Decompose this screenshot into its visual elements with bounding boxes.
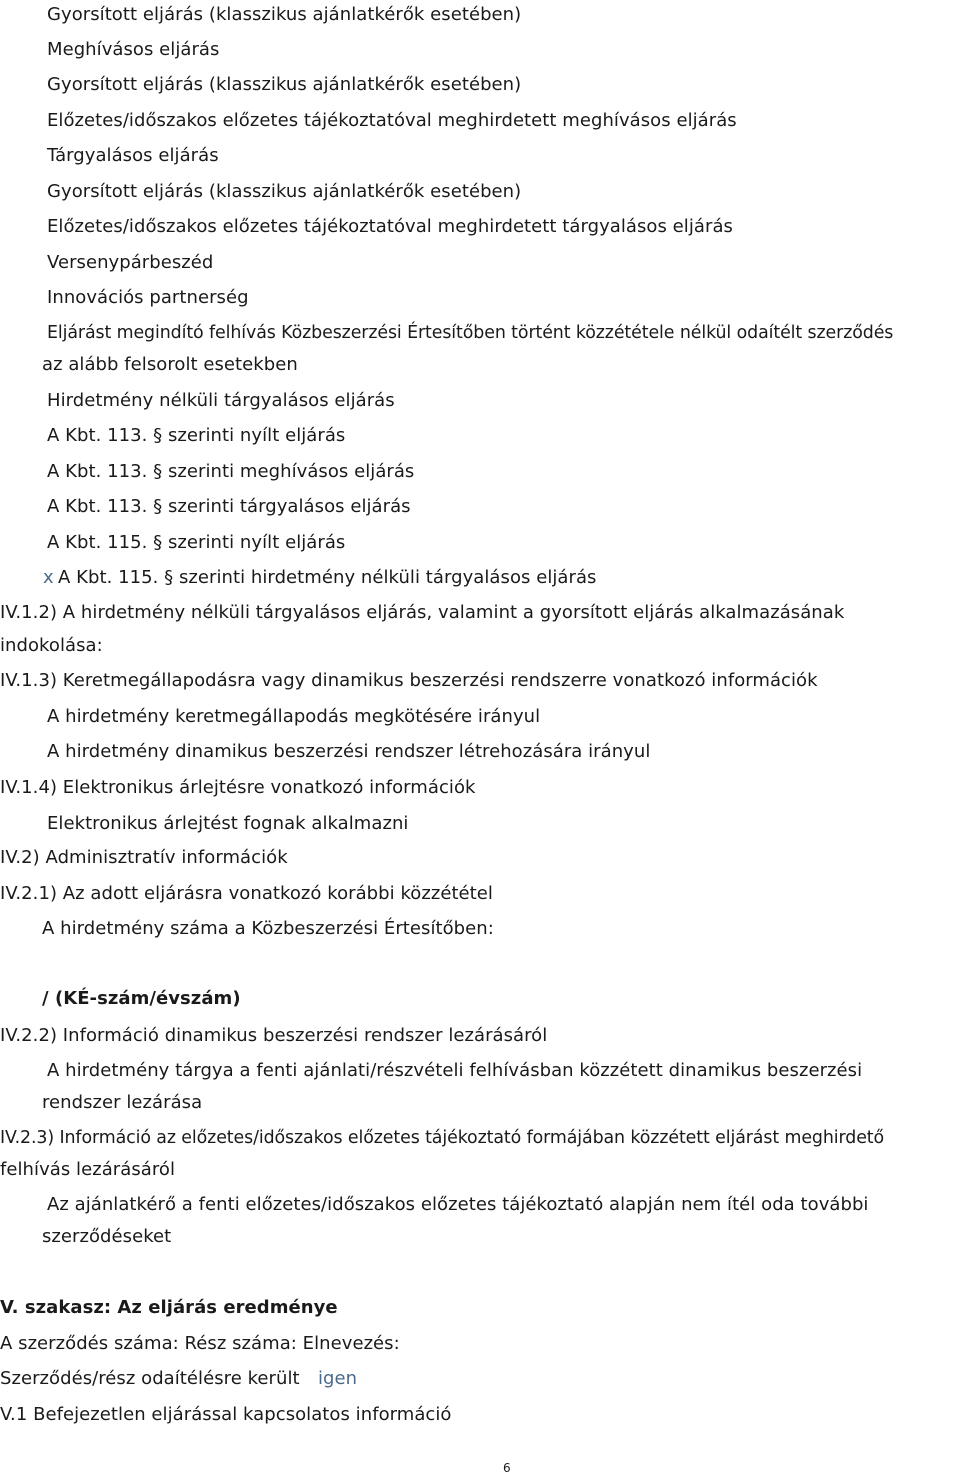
answer-value: igen	[318, 1368, 358, 1389]
section-heading: IV.1.3) Keretmegállapodásra vagy dinamikus beszerzési rendszerre vonatkozó információk	[0, 670, 818, 691]
section-heading: V.1 Befejezetlen eljárással kapcsolatos információ	[0, 1404, 452, 1425]
text-line: az alább felsorolt esetekben	[42, 354, 298, 375]
text-line: Versenypárbeszéd	[47, 252, 214, 273]
page-number: 6	[503, 1461, 511, 1475]
text-line: szerződéseket	[42, 1226, 172, 1247]
text-line: Tárgyalásos eljárás	[47, 145, 219, 166]
text-line: A Kbt. 113. § szerinti tárgyalásos eljárás	[47, 496, 411, 517]
checkbox-mark: x	[43, 567, 54, 588]
section-heading: IV.2.3) Információ az előzetes/időszakos előzetes tájékoztató formájában közzétett eljárást meghirdető	[0, 1128, 885, 1148]
text-line: Az ajánlatkérő a fenti előzetes/időszakos előzetes tájékoztató alapján nem ítél oda további	[47, 1194, 869, 1215]
text-line: Meghívásos eljárás	[47, 39, 220, 60]
text-line: A hirdetmény száma a Közbeszerzési Értesítőben:	[42, 918, 494, 939]
text-line: Előzetes/időszakos előzetes tájékoztatóval meghirdetett tárgyalásos eljárás	[47, 216, 733, 237]
text-line: Gyorsított eljárás (klasszikus ajánlatkérők esetében)	[47, 4, 522, 25]
text-line: A szerződés száma: Rész száma: Elnevezés:	[0, 1333, 400, 1354]
text-line: A hirdetmény tárgya a fenti ajánlati/részvételi felhívásban közzétett dinamikus beszerzési	[47, 1060, 863, 1081]
text-line: Gyorsított eljárás (klasszikus ajánlatkérők esetében)	[47, 181, 522, 202]
text-line: A Kbt. 115. § szerinti nyílt eljárás	[47, 532, 346, 553]
text-line: Eljárást megindító felhívás Közbeszerzési Értesítőben történt közzététele nélkül odaítélt szerződés	[47, 323, 894, 343]
text-line: felhívás lezárásáról	[0, 1159, 176, 1180]
text-line: rendszer lezárása	[42, 1092, 203, 1113]
text-line: A Kbt. 113. § szerinti meghívásos eljárás	[47, 461, 415, 482]
section-heading: IV.2) Adminisztratív információk	[0, 847, 288, 868]
section-heading: IV.2.2) Információ dinamikus beszerzési rendszer lezárásáról	[0, 1025, 548, 1046]
text-line: A hirdetmény dinamikus beszerzési rendszer létrehozására irányul	[47, 741, 651, 762]
field-format-label: / (KÉ-szám/évszám)	[42, 988, 241, 1009]
section-heading: IV.2.1) Az adott eljárásra vonatkozó korábbi közzététel	[0, 883, 493, 904]
text-line: A Kbt. 113. § szerinti nyílt eljárás	[47, 425, 346, 446]
text-line: A Kbt. 115. § szerinti hirdetmény nélküli tárgyalásos eljárás	[58, 567, 597, 588]
section-title: V. szakasz: Az eljárás eredménye	[0, 1297, 338, 1318]
text-line: Innovációs partnerség	[47, 287, 249, 308]
text-line: indokolása:	[0, 635, 103, 656]
text-line: Hirdetmény nélküli tárgyalásos eljárás	[47, 390, 395, 411]
section-heading: IV.1.2) A hirdetmény nélküli tárgyalásos eljárás, valamint a gyorsított eljárás alkalmazásának	[0, 602, 845, 623]
text-line: Előzetes/időszakos előzetes tájékoztatóval meghirdetett meghívásos eljárás	[47, 110, 737, 131]
text-line: Gyorsított eljárás (klasszikus ajánlatkérők esetében)	[47, 74, 522, 95]
text-line: Szerződés/rész odaítélésre került	[0, 1368, 300, 1389]
section-heading: IV.1.4) Elektronikus árlejtésre vonatkozó információk	[0, 777, 476, 798]
text-line: Elektronikus árlejtést fognak alkalmazni	[47, 813, 409, 834]
text-line: A hirdetmény keretmegállapodás megkötésére irányul	[47, 706, 541, 727]
